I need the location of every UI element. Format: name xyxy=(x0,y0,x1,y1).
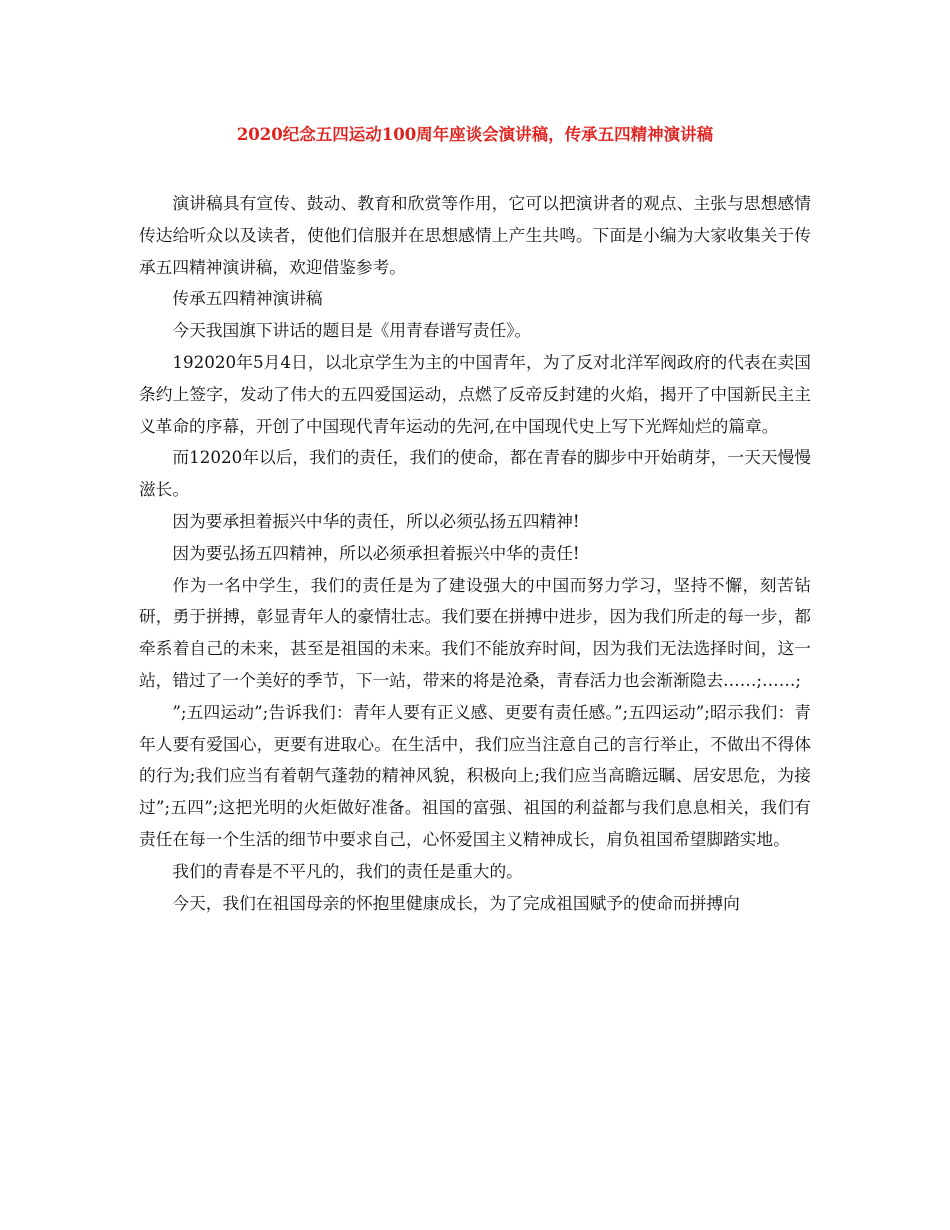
paragraph: 作为一名中学生，我们的责任是为了建设强大的中国而努力学习，坚持不懈，刻苦钻研，勇于拼搏，彰显青年人的豪情壮志。我们要在拼搏中进步，因为我们所走的每一步，都牵系着自己的未来，甚至是祖国的未来。我们不能放弃时间，因为我们无法选择时间，这一站，错过了一个美好的季节，下一站，带来的将是沧桑，青春活力也会渐渐隐去……;……; xyxy=(139,574,811,690)
paragraph: 因为要弘扬五四精神，所以必须承担着振兴中华的责任! xyxy=(172,542,580,563)
paragraph: 192020年5月4日，以北京学生为主的中国青年，为了反对北洋军阀政府的代表在卖国条约上签字，发动了伟大的五四爱国运动，点燃了反帝反封建的火焰，揭开了中国新民主主义革命的序幕，开创了中国现代青年运动的先河,在中国现代史上写下光辉灿烂的篇章。 xyxy=(139,351,811,436)
document-body xyxy=(139,188,811,919)
paragraph-subtitle: 传承五四精神演讲稿 xyxy=(172,288,323,309)
paragraph: 今天我国旗下讲话的题目是《用青春谱写责任》。 xyxy=(172,320,532,341)
paragraph: ”;五四运动”;告诉我们：青年人要有正义感、更要有责任感。”;五四运动”;昭示我们：青年人要有爱国心，更要有进取心。在生活中，我们应当注意自己的言行举止，不做出不得体的行为;我们应当有着朝气蓬勃的精神风貌，积极向上;我们应当高瞻远瞩、居安思危，为接过”;五四”;这把光明的火炬做好准备。祖国的富强、祖国的利益都与我们息息相关，我们有责任在每一个生活的细节中要求自己，心怀爱国主义精神成长，肩负祖国希望脚踏实地。 xyxy=(139,701,811,849)
paragraph: 而12020年以后，我们的责任，我们的使命，都在青春的脚步中开始萌芽，一天天慢慢滋长。 xyxy=(139,447,811,500)
paragraph: 因为要承担着振兴中华的责任，所以必须弘扬五四精神! xyxy=(172,510,580,531)
paragraph: 今天，我们在祖国母亲的怀抱里健康成长，为了完成祖国赋予的使命而拼搏向 xyxy=(172,892,740,913)
paragraph-intro: 演讲稿具有宣传、鼓动、教育和欣赏等作用，它可以把演讲者的观点、主张与思想感情传达给听众以及读者，使他们信服并在思想感情上产生共鸣。下面是小编为大家收集关于传承五四精神演讲稿，欢迎借鉴参考。 xyxy=(139,193,811,277)
document-title: 2020纪念五四运动100周年座谈会演讲稿，传承五四精神演讲稿 xyxy=(236,125,714,144)
paragraph: 我们的青春是不平凡的，我们的责任是重大的。 xyxy=(172,860,523,881)
